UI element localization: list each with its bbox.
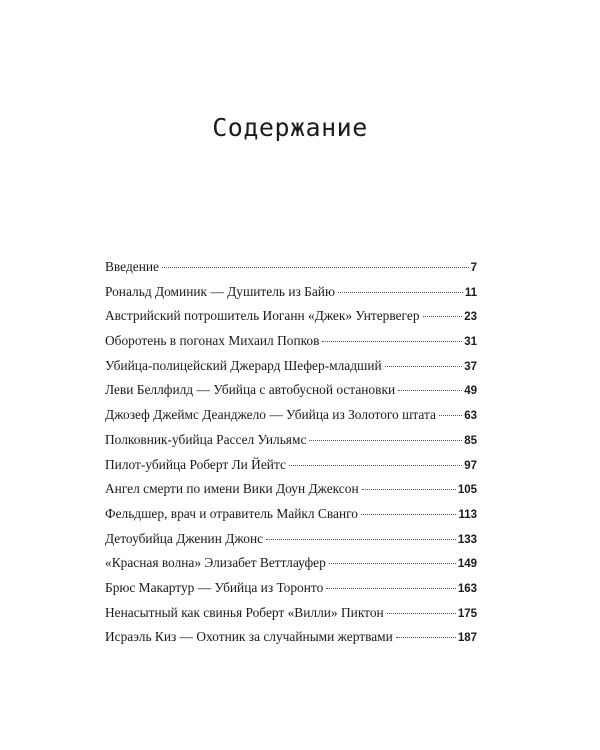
toc-page-number: 63 xyxy=(464,410,477,423)
toc-entry xyxy=(105,457,477,482)
toc-entry xyxy=(105,481,477,506)
toc-page-number: 133 xyxy=(457,533,477,546)
toc-entry-title: Ангел смерти по имени Вики Доун Джексон xyxy=(105,481,359,497)
toc-entry-title: Джозеф Джеймс Деанджело — Убийца из Золотого штата xyxy=(105,407,436,423)
toc-page-number: 97 xyxy=(464,459,477,472)
toc-page-number: 149 xyxy=(457,558,477,571)
dot-leader xyxy=(396,637,456,638)
toc-entry-title: «Красная волна» Элизабет Веттлауфер xyxy=(105,555,326,571)
toc-entry xyxy=(105,382,477,407)
dot-leader xyxy=(322,341,462,342)
toc-entry-title: Оборотень в погонах Михаил Попков xyxy=(105,333,320,349)
toc-entry-title: Леви Беллфилд — Убийца с автобусной остановки xyxy=(105,382,396,398)
toc-entry xyxy=(105,580,477,605)
toc-page-number: 85 xyxy=(464,434,477,447)
toc-entry xyxy=(105,358,477,383)
toc-entry xyxy=(105,407,477,432)
dot-leader xyxy=(266,539,456,540)
toc-page-number: 163 xyxy=(457,582,477,595)
toc-page-number: 31 xyxy=(464,336,477,349)
toc-entry xyxy=(105,555,477,580)
toc-entry xyxy=(105,605,477,630)
toc-entry-title: Полковник-убийца Рассел Уильямс xyxy=(105,431,307,447)
toc-entry xyxy=(105,531,477,556)
toc-page-number: 7 xyxy=(470,262,477,274)
toc-entry-title: Введение xyxy=(105,259,159,274)
toc-entry xyxy=(105,333,477,358)
dot-leader xyxy=(289,465,462,466)
dot-leader xyxy=(385,366,462,367)
toc-page-number: 175 xyxy=(457,607,477,620)
dot-leader xyxy=(439,415,462,416)
toc-entry-title: Фельдшер, врач и отравитель Майкл Сванго xyxy=(105,505,358,521)
dot-leader xyxy=(162,267,469,268)
toc-entry-title: Брюс Макартур — Убийца из Торонто xyxy=(105,579,324,595)
toc-entry xyxy=(105,432,477,457)
toc-page-number: 105 xyxy=(457,484,477,497)
dot-leader xyxy=(361,514,456,515)
toc-page-number: 49 xyxy=(464,385,477,398)
toc-page-number: 187 xyxy=(457,632,477,645)
toc-entry xyxy=(105,629,477,654)
dot-leader xyxy=(362,489,456,490)
dot-leader xyxy=(329,563,456,564)
toc-entry xyxy=(105,506,477,531)
table-of-contents xyxy=(105,259,477,654)
dot-leader xyxy=(326,588,456,589)
toc-entry xyxy=(105,308,477,333)
toc-entry-title: Ненасытный как свинья Роберт «Вилли» Пиктон xyxy=(105,604,384,620)
toc-page-number: 11 xyxy=(464,286,477,299)
dot-leader xyxy=(309,440,462,441)
toc-page-number: 23 xyxy=(464,311,477,324)
toc-page-number: 113 xyxy=(458,508,477,521)
toc-entry-title: Рональд Доминик — Душитель из Байю xyxy=(105,283,335,299)
toc-entry-title: Детоубийца Дженин Джонс xyxy=(105,530,264,546)
toc-entry-title: Австрийский потрошитель Иоганн «Джек» Унтервегер xyxy=(105,308,420,324)
toc-entry-introduction xyxy=(105,259,477,284)
toc-page-number: 37 xyxy=(464,360,477,373)
dot-leader xyxy=(398,390,462,391)
toc-entry xyxy=(105,284,477,309)
toc-entry-title: Исраэль Киз — Охотник за случайными жертвами xyxy=(105,629,393,645)
dot-leader xyxy=(338,292,463,293)
page-title: Содержание xyxy=(212,113,368,142)
toc-entry-title: Убийца-полицейский Джерард Шефер-младший xyxy=(105,357,382,373)
dot-leader xyxy=(423,316,463,317)
dot-leader xyxy=(387,613,456,614)
toc-entry-title: Пилот-убийца Роберт Ли Йейтс xyxy=(105,456,286,472)
